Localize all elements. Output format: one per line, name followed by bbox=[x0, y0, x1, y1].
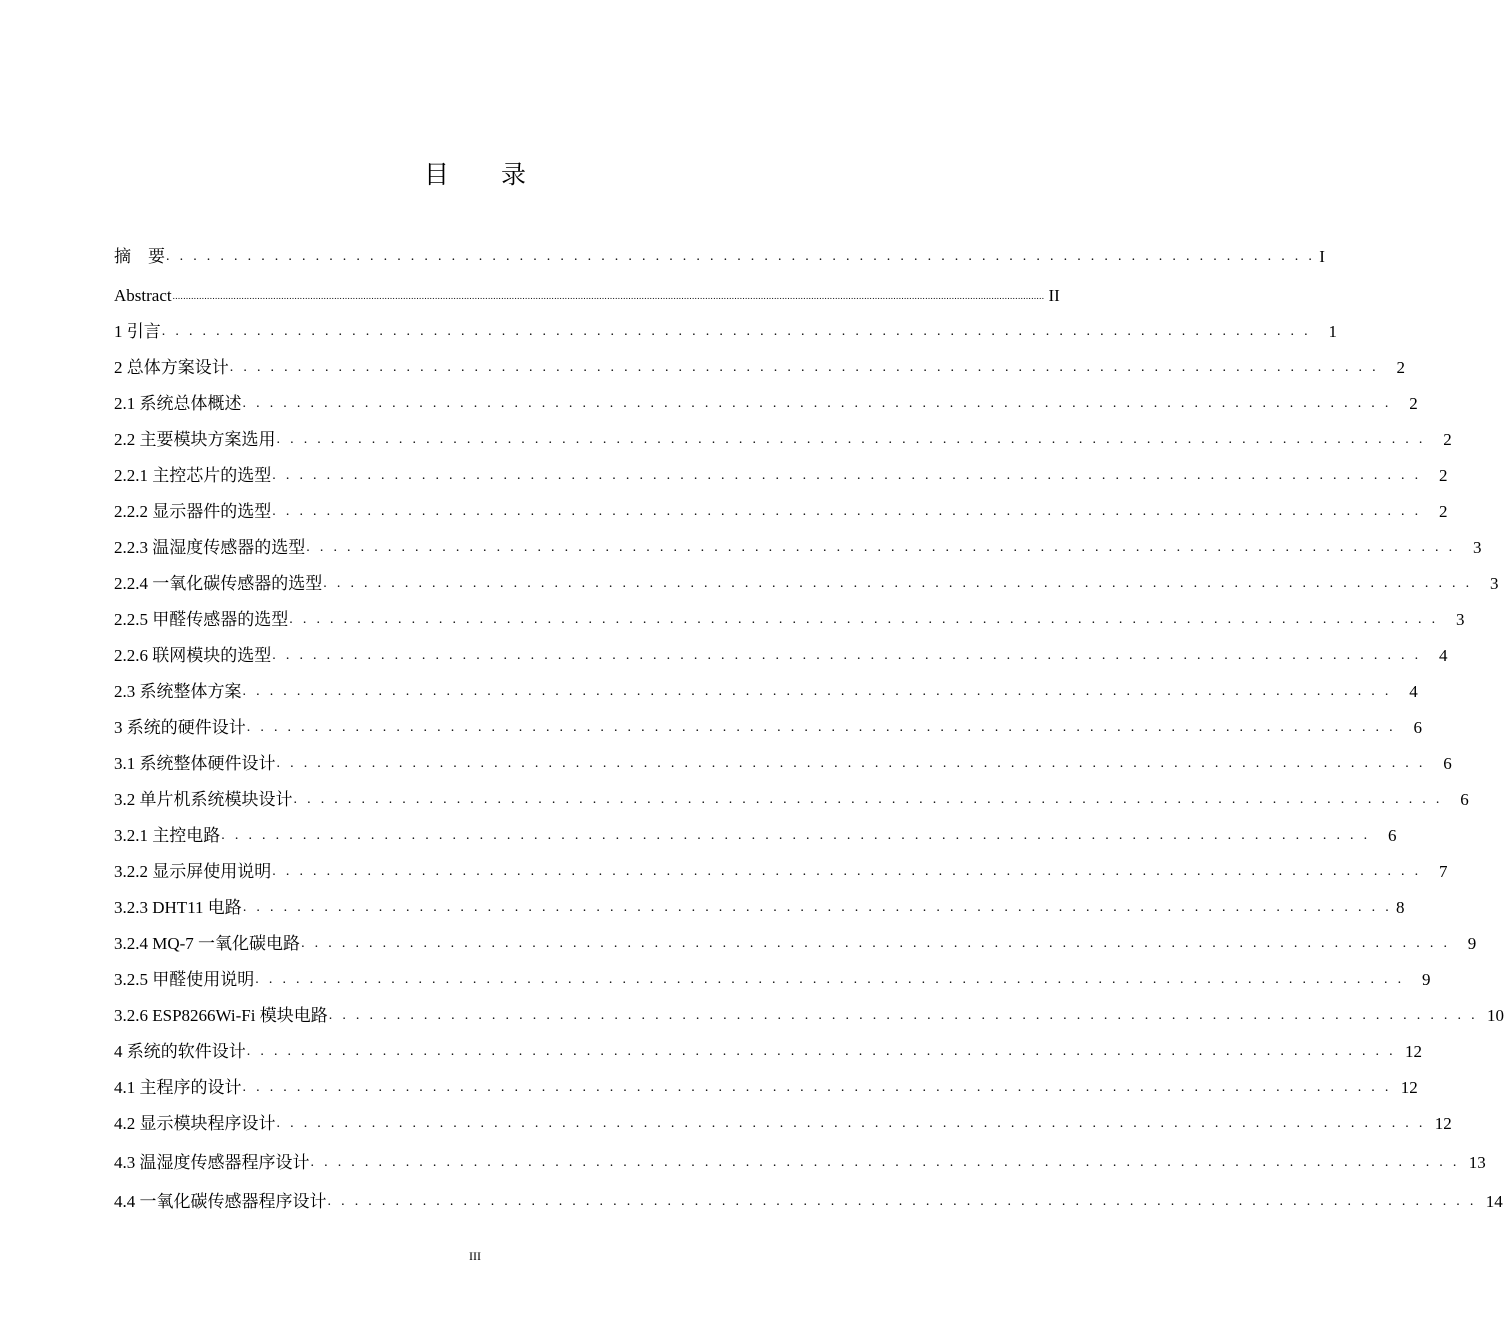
toc-entry-page: 6 bbox=[1460, 790, 1469, 809]
toc-entry-page: 2 bbox=[1396, 358, 1405, 377]
dot-leader: . . . . . . . . . . . . . . . . . . . . . . . . . . . . . . . . . . . . . . . . . . . . . . . . . . . . . . . . . . . . . . . . . . . . . . . . . . . . . . . . . . . . . bbox=[323, 576, 1473, 591]
toc-entry-page: 9 bbox=[1467, 934, 1477, 953]
dot-leader: . . . . . . . . . . . . . . . . . . . . . . . . . . . . . . . . . . . . . . . . . . . . . . . . . . . . . . . . . . . . . . . . . . . . . . . . . . . . . . . . . . . . . bbox=[310, 1155, 1460, 1170]
toc-entry-2-2-1[interactable] bbox=[114, 451, 1448, 487]
page-number: III bbox=[469, 1249, 481, 1263]
dot-leader: . . . . . . . . . . . . . . . . . . . . . . . . . . . . . . . . . . . . . . . . . . . . . . . . . . . . . . . . . . . . . . . . . . . . . . . . . . . . . . . . . . . . . bbox=[276, 756, 1426, 771]
toc-entry-label: Abstract bbox=[114, 286, 172, 305]
toc-entry-3[interactable] bbox=[114, 703, 1422, 739]
toc-entry-3-2-6[interactable] bbox=[114, 991, 1504, 1027]
toc-entry-4-1[interactable] bbox=[114, 1063, 1418, 1099]
dot-leader: . . . . . . . . . . . . . . . . . . . . . . . . . . . . . . . . . . . . . . . . . . . . . . . . . . . . . . . . . . . . . . . . . . . . . . . . . . . . . . . . . . . . . bbox=[255, 972, 1405, 987]
dot-leader: . . . . . . . . . . . . . . . . . . . . . . . . . . . . . . . . . . . . . . . . . . . . . . . . . . . . . . . . . . . . . . . . . . . . . . . . . . . . . . . . . . . . . bbox=[301, 936, 1451, 951]
toc-entry-label: 2.2 主要模块方案选用 bbox=[114, 430, 276, 449]
toc-entry-4-3[interactable] bbox=[114, 1135, 1486, 1174]
dot-leader: . . . . . . . . . . . . . . . . . . . . . . . . . . . . . . . . . . . . . . . . . . . . . . . . . . . . . . . . . . . . . . . . . . . . . . . . . . . . . . . . . . . . . bbox=[272, 648, 1422, 663]
toc-entry-page: 10 bbox=[1486, 1006, 1504, 1025]
toc-entry-2-2-6[interactable] bbox=[114, 631, 1448, 667]
toc-entry-label: 4 系统的软件设计 bbox=[114, 1042, 246, 1061]
toc-entry-label: 3.1 系统整体硬件设计 bbox=[114, 754, 276, 773]
dot-leader: . . . . . . . . . . . . . . . . . . . . . . . . . . . . . . . . . . . . . . . . . . . . . . . . . . . . . . . . . . . . . . . . . . . . . . . . . . . . . . . . . . . . . bbox=[272, 468, 1422, 483]
toc-entry-label: 2 总体方案设计 bbox=[114, 358, 229, 377]
toc-entry-page: 2 bbox=[1438, 502, 1448, 521]
toc-entry-page: 12 bbox=[1400, 1078, 1418, 1097]
dot-leader: . . . . . . . . . . . . . . . . . . . . . . . . . . . . . . . . . . . . . . . . . . . . . . . . . . . . . . . . . . . . . . . . . . . . . . . . . . . . . . . . . . . . . bbox=[246, 720, 1396, 735]
toc-entry-page: II bbox=[1048, 286, 1060, 305]
toc-entry-label: 4.1 主程序的设计 bbox=[114, 1078, 242, 1097]
toc-entry-label: 3.2.6 ESP8266Wi-Fi 模块电路 bbox=[114, 1006, 328, 1025]
dot-leader: . . . . . . . . . . . . . . . . . . . . . . . . . . . . . . . . . . . . . . . . . . . . . . . . . . . . . . . . . . . . . . . . . . . . . . . . . . . . . . . . . . . . . bbox=[327, 1194, 1477, 1209]
toc-entry-3-1[interactable] bbox=[114, 739, 1452, 775]
toc-entry-page: 7 bbox=[1438, 862, 1448, 881]
toc-entry-label: 3.2.4 MQ-7 一氧化碳电路 bbox=[114, 934, 301, 953]
toc-entry-page: I bbox=[1319, 247, 1325, 266]
toc-entry-abstract-en[interactable] bbox=[114, 268, 1060, 307]
dot-leader: . . . . . . . . . . . . . . . . . . . . . . . . . . . . . . . . . . . . . . . . . . . . . . . . . . . . . . . . . . . . . . . . . . . . . . . . . . . . . . . . . . . . . bbox=[272, 864, 1422, 879]
dot-leader: . . . . . . . . . . . . . . . . . . . . . . . . . . . . . . . . . . . . . . . . . . . . . . . . . . . . . . . . . . . . . . . . . . . . . . . . . . . . . . . . . . . . . bbox=[166, 249, 1316, 264]
dot-leader: . . . . . . . . . . . . . . . . . . . . . . . . . . . . . . . . . . . . . . . . . . . . . . . . . . . . . . . . . . . . . . . . . . . . . . . . . . . . . . . . . . . . . bbox=[242, 900, 1393, 915]
toc-entry-page: 6 bbox=[1387, 826, 1397, 845]
toc-entry-label: 3.2.3 DHT11 电路 bbox=[114, 898, 242, 917]
dot-leader: . . . . . . . . . . . . . . . . . . . . . . . . . . . . . . . . . . . . . . . . . . . . . . . . . . . . . . . . . . . . . . . . . . . . . . . . . . . . . . . . . . . . . bbox=[246, 1044, 1396, 1059]
toc-entry-label: 4.4 一氧化碳传感器程序设计 bbox=[114, 1192, 327, 1211]
dot-leader: . . . . . . . . . . . . . . . . . . . . . . . . . . . . . . . . . . . . . . . . . . . . . . . . . . . . . . . . . . . . . . . . . . . . . . . . . . . . . . . . . . . . . bbox=[272, 504, 1422, 519]
toc-entry-page: 4 bbox=[1409, 682, 1418, 701]
toc-entry-page: 2 bbox=[1443, 430, 1452, 449]
dot-leader: ......................................................................................................................................................................................................................................................................................................................................... bbox=[172, 291, 1045, 301]
toc-entry-label: 4.2 显示模块程序设计 bbox=[114, 1114, 276, 1133]
toc-entry-page: 3 bbox=[1455, 610, 1465, 629]
dot-leader: . . . . . . . . . . . . . . . . . . . . . . . . . . . . . . . . . . . . . . . . . . . . . . . . . . . . . . . . . . . . . . . . . . . . . . . . . . . . . . . . . . . . . bbox=[221, 828, 1371, 843]
toc-entry-4-4[interactable] bbox=[114, 1174, 1503, 1213]
toc-entry-label: 2.3 系统整体方案 bbox=[114, 682, 242, 701]
dot-leader: . . . . . . . . . . . . . . . . . . . . . . . . . . . . . . . . . . . . . . . . . . . . . . . . . . . . . . . . . . . . . . . . . . . . . . . . . . . . . . . . . . . . . bbox=[161, 324, 1311, 339]
toc-entry-4-2[interactable] bbox=[114, 1099, 1452, 1135]
dot-leader: . . . . . . . . . . . . . . . . . . . . . . . . . . . . . . . . . . . . . . . . . . . . . . . . . . . . . . . . . . . . . . . . . . . . . . . . . . . . . . . . . . . . . bbox=[276, 432, 1426, 447]
toc-entry-label: 2.2.4 一氧化碳传感器的选型 bbox=[114, 574, 323, 593]
toc-entry-label: 3.2.5 甲醛使用说明 bbox=[114, 970, 255, 989]
toc-entry-label: 2.2.3 温湿度传感器的选型 bbox=[114, 538, 306, 557]
toc-entry-page: 14 bbox=[1485, 1192, 1503, 1211]
toc-entry-page: 4 bbox=[1438, 646, 1448, 665]
toc-entry-2-2-3[interactable] bbox=[114, 523, 1482, 559]
toc-entry-page: 12 bbox=[1404, 1042, 1422, 1061]
toc-entry-3-2-1[interactable] bbox=[114, 811, 1397, 847]
toc-entry-2-2-5[interactable] bbox=[114, 595, 1465, 631]
toc-entry-label: 2.1 系统总体概述 bbox=[114, 394, 242, 413]
toc-entry-page: 8 bbox=[1396, 898, 1405, 917]
toc-entry-page: 2 bbox=[1438, 466, 1448, 485]
dot-leader: . . . . . . . . . . . . . . . . . . . . . . . . . . . . . . . . . . . . . . . . . . . . . . . . . . . . . . . . . . . . . . . . . . . . . . . . . . . . . . . . . . . . . bbox=[328, 1008, 1478, 1023]
toc-entry-label: 3.2.2 显示屏使用说明 bbox=[114, 862, 272, 881]
toc-entry-page: 3 bbox=[1472, 538, 1482, 557]
toc-entry-3-2[interactable] bbox=[114, 775, 1469, 811]
toc-entry-label: 3 系统的硬件设计 bbox=[114, 718, 246, 737]
toc-entry-label: 摘 要 bbox=[114, 247, 165, 266]
toc-entry-page: 1 bbox=[1328, 322, 1337, 341]
toc-entry-label: 4.3 温湿度传感器程序设计 bbox=[114, 1153, 310, 1172]
dot-leader: . . . . . . . . . . . . . . . . . . . . . . . . . . . . . . . . . . . . . . . . . . . . . . . . . . . . . . . . . . . . . . . . . . . . . . . . . . . . . . . . . . . . . bbox=[289, 612, 1439, 627]
toc-entry-2-3[interactable] bbox=[114, 667, 1418, 703]
dot-leader: . . . . . . . . . . . . . . . . . . . . . . . . . . . . . . . . . . . . . . . . . . . . . . . . . . . . . . . . . . . . . . . . . . . . . . . . . . . . . . . . . . . . . bbox=[242, 684, 1392, 699]
toc-entry-3-2-2[interactable] bbox=[114, 847, 1448, 883]
toc-entry-1[interactable] bbox=[114, 307, 1337, 343]
toc-entry-4[interactable] bbox=[114, 1027, 1422, 1063]
toc-entry-3-2-3[interactable] bbox=[114, 883, 1405, 919]
toc-entry-abstract-cn[interactable] bbox=[114, 232, 1325, 268]
toc-entry-page: 12 bbox=[1434, 1114, 1452, 1133]
toc-entry-page: 13 bbox=[1468, 1153, 1486, 1172]
toc-entry-2[interactable] bbox=[114, 343, 1405, 379]
table-of-contents bbox=[114, 232, 1504, 1213]
toc-entry-2-2-4[interactable] bbox=[114, 559, 1499, 595]
toc-entry-2-2-2[interactable] bbox=[114, 487, 1448, 523]
toc-entry-label: 3.2.1 主控电路 bbox=[114, 826, 221, 845]
dot-leader: . . . . . . . . . . . . . . . . . . . . . . . . . . . . . . . . . . . . . . . . . . . . . . . . . . . . . . . . . . . . . . . . . . . . . . . . . . . . . . . . . . . . . bbox=[229, 360, 1379, 375]
dot-leader: . . . . . . . . . . . . . . . . . . . . . . . . . . . . . . . . . . . . . . . . . . . . . . . . . . . . . . . . . . . . . . . . . . . . . . . . . . . . . . . . . . . . . bbox=[293, 792, 1443, 807]
dot-leader: . . . . . . . . . . . . . . . . . . . . . . . . . . . . . . . . . . . . . . . . . . . . . . . . . . . . . . . . . . . . . . . . . . . . . . . . . . . . . . . . . . . . . bbox=[242, 396, 1392, 411]
toc-entry-page: 9 bbox=[1421, 970, 1431, 989]
toc-entry-page: 3 bbox=[1489, 574, 1499, 593]
toc-entry-page: 6 bbox=[1443, 754, 1452, 773]
toc-entry-label: 2.2.5 甲醛传感器的选型 bbox=[114, 610, 289, 629]
toc-entry-3-2-4[interactable] bbox=[114, 919, 1477, 955]
toc-entry-2-1[interactable] bbox=[114, 379, 1418, 415]
toc-entry-label: 3.2 单片机系统模块设计 bbox=[114, 790, 293, 809]
toc-entry-page: 2 bbox=[1409, 394, 1418, 413]
toc-entry-3-2-5[interactable] bbox=[114, 955, 1431, 991]
toc-entry-label: 2.2.1 主控芯片的选型 bbox=[114, 466, 272, 485]
dot-leader: . . . . . . . . . . . . . . . . . . . . . . . . . . . . . . . . . . . . . . . . . . . . . . . . . . . . . . . . . . . . . . . . . . . . . . . . . . . . . . . . . . . . . bbox=[242, 1080, 1392, 1095]
toc-entry-label: 2.2.6 联网模块的选型 bbox=[114, 646, 272, 665]
toc-entry-2-2[interactable] bbox=[114, 415, 1452, 451]
toc-entry-label: 2.2.2 显示器件的选型 bbox=[114, 502, 272, 521]
dot-leader: . . . . . . . . . . . . . . . . . . . . . . . . . . . . . . . . . . . . . . . . . . . . . . . . . . . . . . . . . . . . . . . . . . . . . . . . . . . . . . . . . . . . . bbox=[276, 1116, 1426, 1131]
toc-entry-page: 6 bbox=[1413, 718, 1422, 737]
page-title: 目 录 bbox=[424, 160, 548, 189]
toc-entry-label: 1 引言 bbox=[114, 322, 161, 341]
dot-leader: . . . . . . . . . . . . . . . . . . . . . . . . . . . . . . . . . . . . . . . . . . . . . . . . . . . . . . . . . . . . . . . . . . . . . . . . . . . . . . . . . . . . . bbox=[306, 540, 1456, 555]
